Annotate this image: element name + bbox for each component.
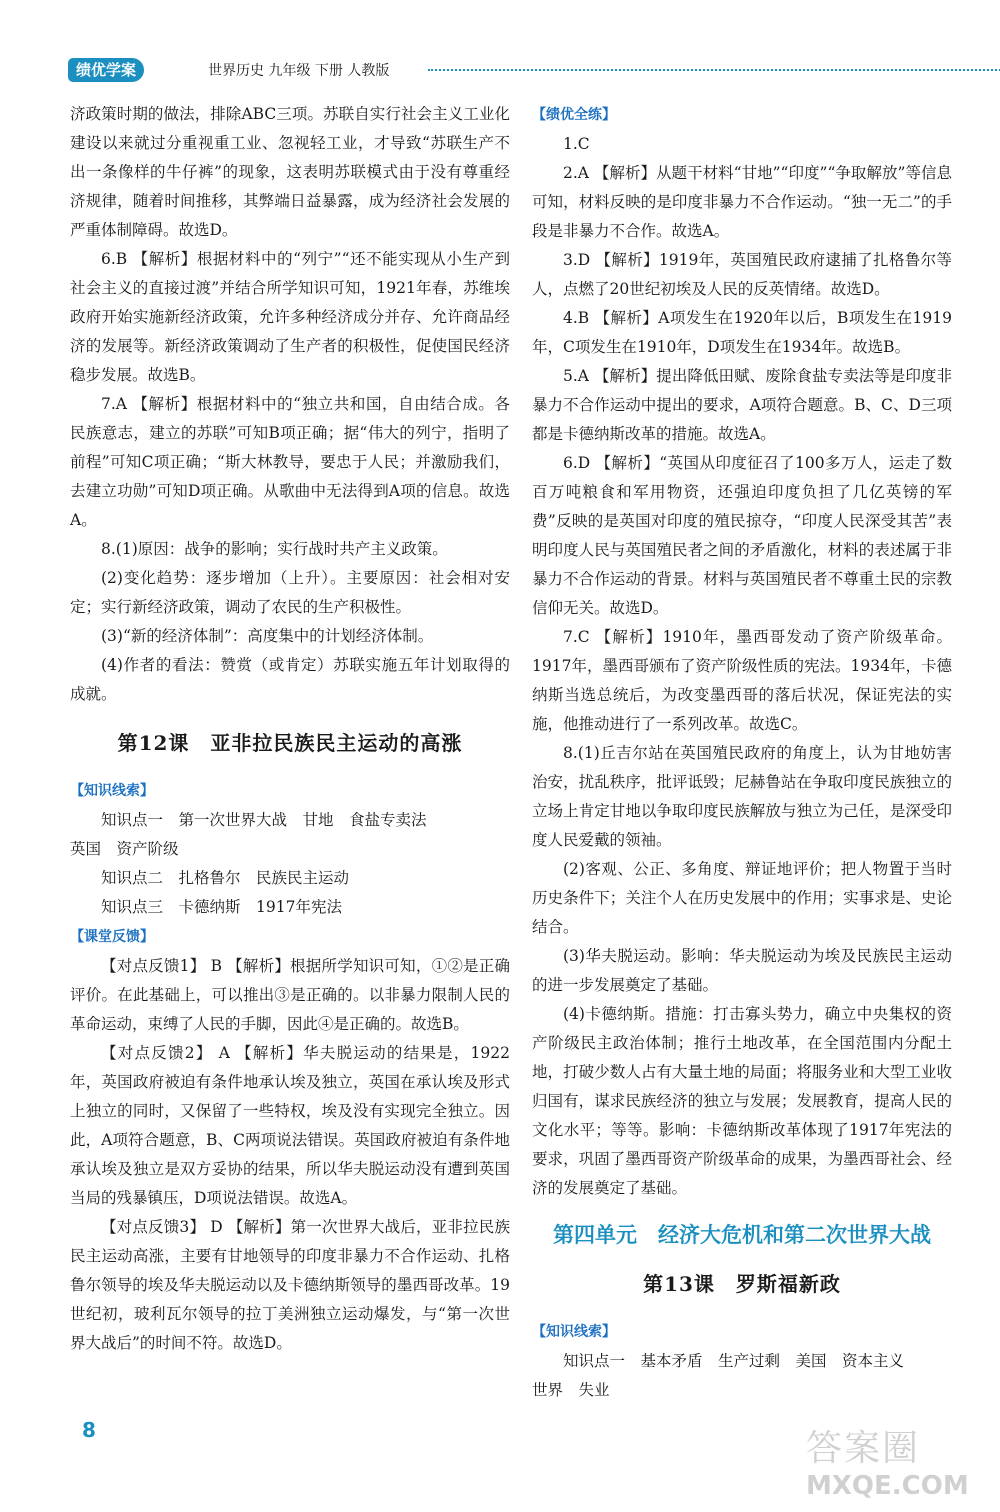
left-paragraph: (4)作者的看法：赞赏（或肯定）苏联实施五年计划取得的成就。 <box>70 656 510 703</box>
left-paragraph: 6.B 【解析】根据材料中的“列宁”“还不能实现从小生产到社会主义的直接过渡”并结合所学知识可知，1921年春，苏维埃政府开始实施新经济政策，允许多种经济成分并存、允许商品经济的发展等。新经济政策调动了生产者的积极性，促使国民经济稳步发展。故选B。 <box>70 250 510 384</box>
left-paragraph: 知识点三 卡德纳斯 1917年宪法 <box>101 898 342 916</box>
left-paragraph: 【知识线索】 <box>70 783 154 799</box>
right-paragraph: 7.C 【解析】1910年，墨西哥发动了资产阶级革命。1917年，墨西哥颁布了资产阶级性质的宪法。1934年，卡德纳斯当选总统后，为改变墨西哥的落后状况，保证宪法的实施，他推动进行了一系列改革。故选C。 <box>532 628 952 733</box>
right-paragraph: 2.A 【解析】从题干材料“甘地”“印度”“争取解放”等信息可知，材料反映的是印度非暴力不合作运动。“独一无二”的手段是非暴力不合作。故选A。 <box>532 164 952 240</box>
right-paragraph: (3)华夫脱运动。影响：华夫脱运动为埃及民族民主运动的进一步发展奠定了基础。 <box>532 947 952 994</box>
left-paragraph: 【对点反馈2】 A 【解析】华夫脱运动的结果是，1922年，英国政府被迫有条件地承认埃及独立，英国在承认埃及形式上独立的同时，又保留了一些特权，埃及没有实现完全独立。因此，A项符合题意，B、C两项说法错误。英国政府被迫有条件地承认埃及独立是双方妥协的结果，所以华夫脱运动没有遭到英国当局的残暴镇压，D项说法错误。故选A。 <box>70 1044 510 1207</box>
left-paragraph: 英国 资产阶级 <box>70 840 179 858</box>
left-paragraph: (3)“新的经济体制”：高度集中的计划经济体制。 <box>101 627 434 645</box>
left-paragraph: 【对点反馈3】 D 【解析】第一次世界大战后，亚非拉民族民主运动高涨，主要有甘地领导的印度非暴力不合作运动、扎格鲁尔领导的埃及华夫脱运动以及卡德纳斯领导的墨西哥改革。19世纪初，玻利瓦尔领导的拉丁美洲独立运动爆发，与“第一次世界大战后”的时间不符。故选D。 <box>70 1218 510 1352</box>
right-paragraph: 【绩优全练】 <box>532 107 616 123</box>
left-paragraph: (2)变化趋势：逐步增加（上升）。主要原因：社会相对安定；实行新经济政策，调动了农民的生产积极性。 <box>70 569 510 616</box>
right-paragraph: (4)卡德纳斯。措施：打击寡头势力，确立中央集权的资产阶级民主政治体制；推行土地改革，在全国范围内分配土地，打破少数人占有大量土地的局面；将服务业和大型工业收归国有，谋求民族经济的独立与发展；发展教育，提高人民的文化水平；等等。影响：卡德纳斯改革体现了1917年宪法的要求，巩固了墨西哥资产阶级革命的成果，为墨西哥社会、经济的发展奠定了基础。 <box>532 1005 952 1197</box>
right-paragraph: 8.(1)丘吉尔站在英国殖民政府的角度上，认为甘地妨害治安，扰乱秩序，批评诋毁；尼赫鲁站在争取印度民族独立的立场上肯定甘地以争取印度民族解放与独立为己任，是深受印度人民爱戴的领袖。 <box>532 744 952 849</box>
left-paragraph: 【对点反馈1】 B 【解析】根据所学知识可知，①②是正确评价。在此基础上，可以推出③是正确的。以非暴力限制人民的革命运动，束缚了人民的手脚，因此④是正确的。故选B。 <box>70 957 510 1033</box>
right-paragraph: 1.C <box>563 135 590 153</box>
right-paragraph: 知识点一 基本矛盾 生产过剩 美国 资本主义 <box>563 1352 905 1370</box>
watermark-logo <box>806 1420 992 1506</box>
page-number: 8 <box>82 1418 96 1442</box>
brand-badge: 绩优学案 <box>68 58 144 82</box>
watermark-top: 答案圈 <box>806 1428 921 1469</box>
right-paragraph: 【知识线索】 <box>532 1324 616 1340</box>
left-paragraph: 【课堂反馈】 <box>70 929 154 945</box>
page-header <box>60 58 950 84</box>
header-dotted-rule <box>428 69 1000 71</box>
left-paragraph: 知识点一 第一次世界大战 甘地 食盐专卖法 <box>101 811 427 829</box>
right-paragraph: 世界 失业 <box>532 1381 610 1399</box>
left-paragraph: 济政策时期的做法，排除ABC三项。苏联自实行社会主义工业化建设以来就过分重视重工业、忽视轻工业，才导致“苏联生产不出一条像样的牛仔裤”的现象，这表明苏联模式由于没有尊重经济规律，随着时间推移，其弊端日益暴露，成为经济社会发展的严重体制障碍。故选D。 <box>70 105 510 239</box>
right-paragraph: 3.D 【解析】1919年，英国殖民政府逮捕了扎格鲁尔等人，点燃了20世纪初埃及人民的反英情绪。故选D。 <box>532 251 952 298</box>
right-paragraph: 5.A 【解析】提出降低田赋、废除食盐专卖法等是印度非暴力不合作运动中提出的要求，A项符合题意。B、C、D三项都是卡德纳斯改革的措施。故选A。 <box>532 367 952 443</box>
right-paragraph: 第四单元 经济大危机和第二次世界大战 <box>553 1223 931 1247</box>
left-paragraph: 知识点二 扎格鲁尔 民族民主运动 <box>101 869 350 887</box>
left-paragraph: 7.A 【解析】根据材料中的“独立共和国，自由结合成。各民族意志，建立的苏联”可知B项正确；据“伟大的列宁，指明了前程”可知C项正确；“斯大林教导，要忠于人民；并激励我们，去建立功勋”可知D项正确。从歌曲中无法得到A项的信息。故选A。 <box>70 395 510 529</box>
right-paragraph: 4.B 【解析】A项发生在1920年以后，B项发生在1919年，C项发生在1910年，D项发生在1934年。故选B。 <box>532 309 952 356</box>
book-title: 世界历史 九年级 下册 人教版 <box>208 63 390 79</box>
right-paragraph: 6.D 【解析】“英国从印度征召了100多万人，运走了数百万吨粮食和军用物资，还强迫印度负担了几亿英镑的军费”反映的是英国对印度的殖民掠夺，“印度人民深受其苦”表明印度人民与英国殖民者之间的矛盾激化，材料的表述属于非暴力不合作运动的背景。材料与英国殖民者不尊重土民的宗教信仰无关。故选D。 <box>532 454 952 617</box>
right-paragraph: (2)客观、公正、多角度、辩证地评价；把人物置于当时历史条件下；关注个人在历史发展中的作用；实事求是、史论结合。 <box>532 860 952 936</box>
right-column <box>532 100 952 1405</box>
watermark-bottom: MXQE.COM <box>806 1471 969 1501</box>
left-column <box>70 100 510 1358</box>
left-paragraph: 8.(1)原因：战争的影响；实行战时共产主义政策。 <box>101 540 448 558</box>
left-paragraph: 第12课 亚非拉民族民主运动的高涨 <box>117 731 463 755</box>
right-paragraph: 第13课 罗斯福新政 <box>643 1272 841 1296</box>
